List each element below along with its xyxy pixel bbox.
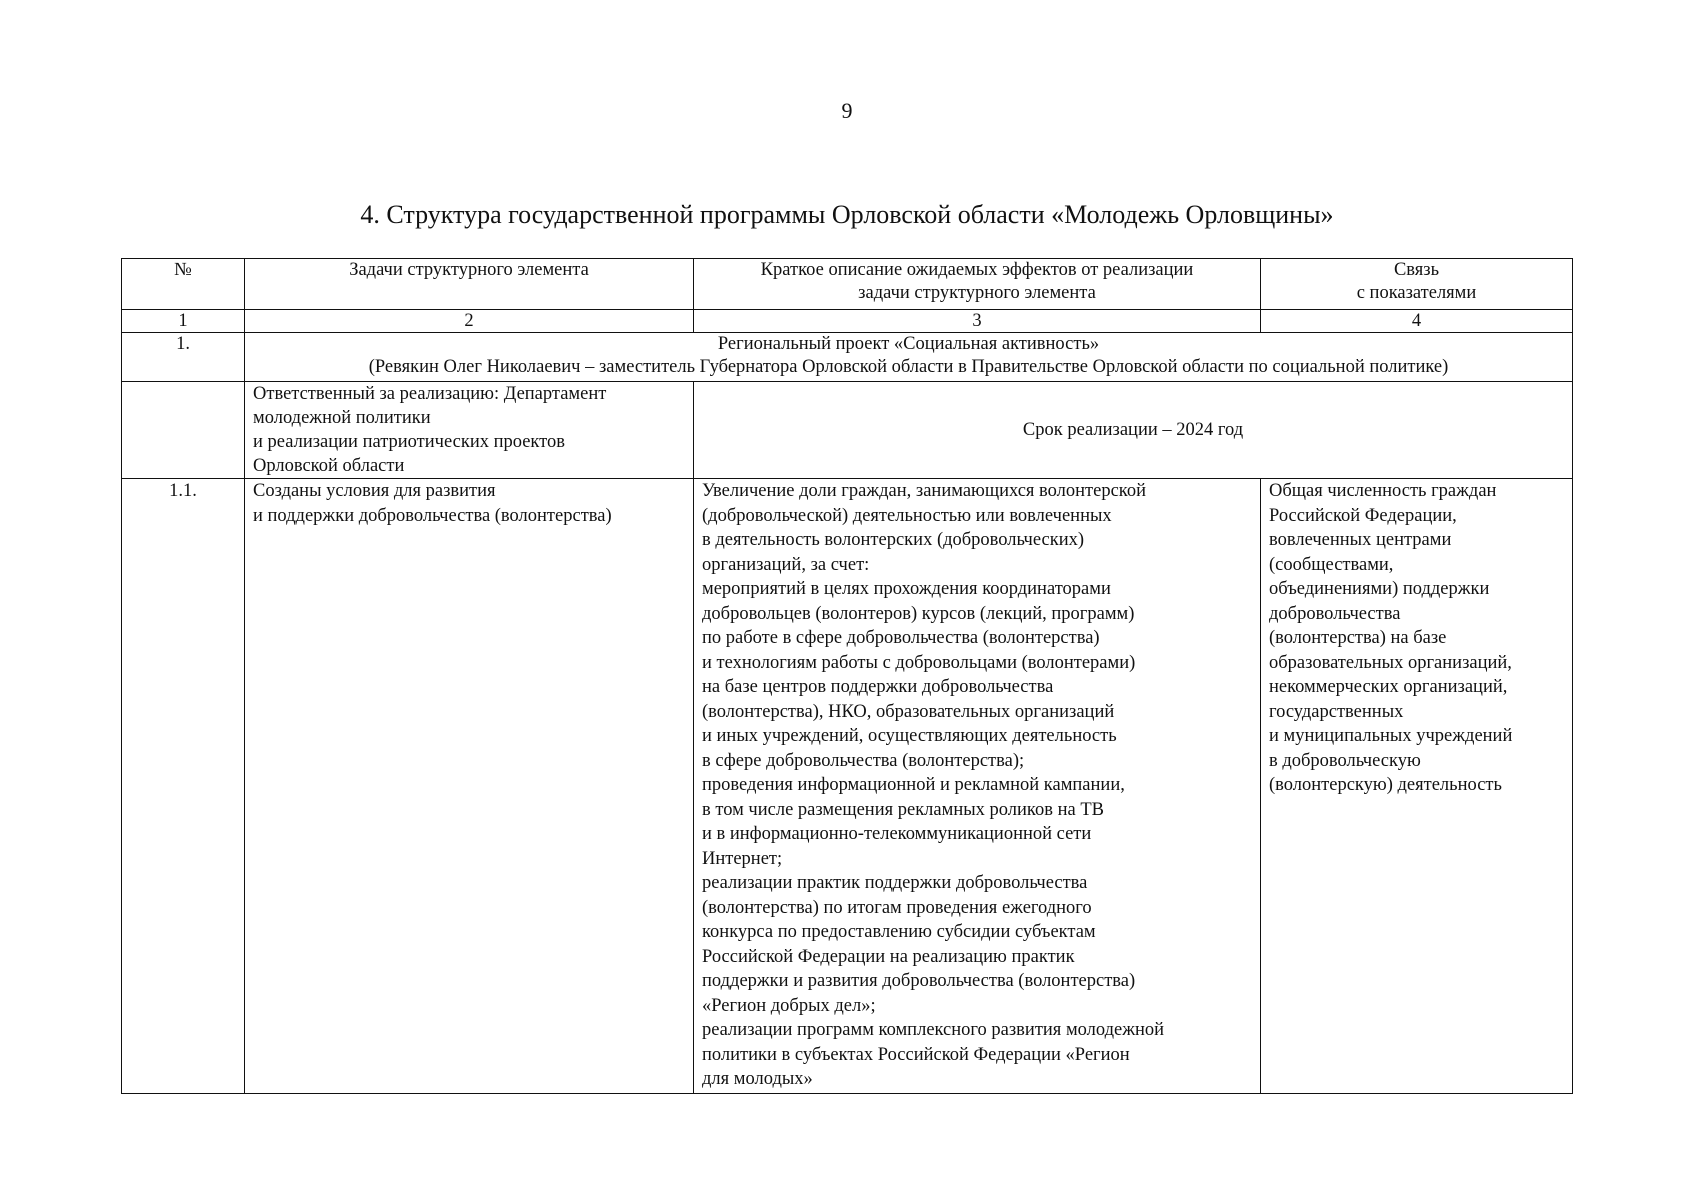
header-indicators-line-2: с показателями [1356,283,1477,303]
column-numbers-row [122,310,1573,333]
header-effects-line-2: задачи структурного элемента [858,283,1096,303]
program-structure-table [121,258,1573,1094]
task-row [122,479,1573,1094]
header-effects-line-1: Краткое описание ожидаемых эффектов от реализации [760,260,1194,280]
indicator-line: (волонтерства) на базе [1269,628,1447,648]
effects-line: Интернет; [702,848,783,869]
project-number: 1. [122,333,245,382]
indicator-line: вовлеченных центрами [1269,530,1452,550]
page-number: 9 [841,98,853,123]
header-row [122,259,1573,310]
header-indicators-line-1: Связь [1393,260,1440,280]
indicator-line: некоммерческих организаций, [1269,677,1508,697]
effects-line: в деятельность волонтерских (добровольческих) [702,530,1085,550]
effects-line: политики в субъектах Российской Федерации «Регион [702,1044,1130,1065]
effects-line: конкурса по предоставлению субсидии субъектам [702,922,1096,942]
responsible-line-2: молодежной политики [253,408,431,428]
indicator-line: государственных [1269,701,1404,722]
effects-line: Увеличение доли граждан, занимающихся волонтерской [702,481,1147,501]
responsible-line-4: Орловской области [253,456,405,476]
effects-line: в сфере добровольчества (волонтерства); [702,750,1025,771]
indicator-line: добровольчества [1269,603,1401,624]
indicator-line: в добровольческую [1269,750,1421,771]
responsible-cell [245,382,694,479]
project-name: Региональный проект «Социальная активность» [717,334,1100,354]
effects-line: мероприятий в целях прохождения координаторами [702,579,1111,599]
task-number: 1.1. [122,479,245,1094]
column-number-4: 4 [1261,310,1573,333]
effects-line: реализации практик поддержки добровольчества [702,873,1088,893]
task-line: и поддержки добровольчества (волонтерства) [253,505,612,526]
indicator-line: Российской Федерации, [1269,505,1457,526]
effects-line: добровольцев (волонтеров) курсов (лекций, программ) [702,603,1135,624]
responsible-line-1: Ответственный за реализацию: Департамент [253,384,607,404]
task-effects [694,479,1261,1094]
header-indicators [1261,259,1573,310]
indicator-line: (волонтерскую) деятельность [1269,775,1502,795]
indicator-line: и муниципальных учреждений [1269,726,1513,746]
column-number-1: 1 [122,310,245,333]
indicator-line: (сообществами, [1269,554,1394,575]
task-line: Созданы условия для развития [253,481,496,501]
responsible-number-empty [122,382,245,479]
effects-line: по работе в сфере добровольчества (волонтерства) [702,628,1100,648]
effects-line: «Регион добрых дел»; [702,995,876,1016]
task-indicators [1261,479,1573,1094]
project-curator: (Ревякин Олег Николаевич – заместитель Губернатора Орловской области в Правительстве Орловской области по социальной политике) [368,357,1449,377]
header-effects [694,259,1261,310]
effects-line: и в информационно-телекоммуникационной сети [702,824,1092,844]
header-number: № [122,259,245,310]
effects-line: организаций, за счет: [702,554,870,575]
implementation-term: Срок реализации – 2024 год [694,382,1573,479]
effects-line: и иных учреждений, осуществляющих деятельность [702,726,1117,746]
column-number-2: 2 [245,310,694,333]
document-title: 4. Структура государственной программы Орловской области «Молодежь Орловщины» [360,200,1334,229]
responsible-line-3: и реализации патриотических проектов [253,432,566,452]
indicator-line: образовательных организаций, [1269,652,1512,673]
responsible-row [122,382,1573,479]
project-cell [245,333,1573,382]
effects-line: (волонтерства) по итогам проведения ежегодного [702,897,1092,918]
effects-line: поддержки и развития добровольчества (волонтерства) [702,971,1136,991]
effects-line: реализации программ комплексного развития молодежной [702,1020,1165,1040]
effects-line: проведения информационной и рекламной кампании, [702,775,1125,795]
header-task: Задачи структурного элемента [245,259,694,310]
effects-line: (волонтерства), НКО, образовательных организаций [702,701,1115,722]
effects-line: Российской Федерации на реализацию практик [702,946,1075,967]
task-description [245,479,694,1094]
effects-line: в том числе размещения рекламных роликов на ТВ [702,799,1104,820]
effects-line: и технологиям работы с добровольцами (волонтерами) [702,652,1136,673]
indicator-line: объединениями) поддержки [1269,579,1490,599]
effects-line: на базе центров поддержки добровольчества [702,677,1054,697]
column-number-3: 3 [694,310,1261,333]
effects-line: (добровольческой) деятельностью или вовлеченных [702,505,1112,526]
effects-line: для молодых» [702,1069,813,1089]
indicator-line: Общая численность граждан [1269,481,1497,501]
project-row [122,333,1573,382]
